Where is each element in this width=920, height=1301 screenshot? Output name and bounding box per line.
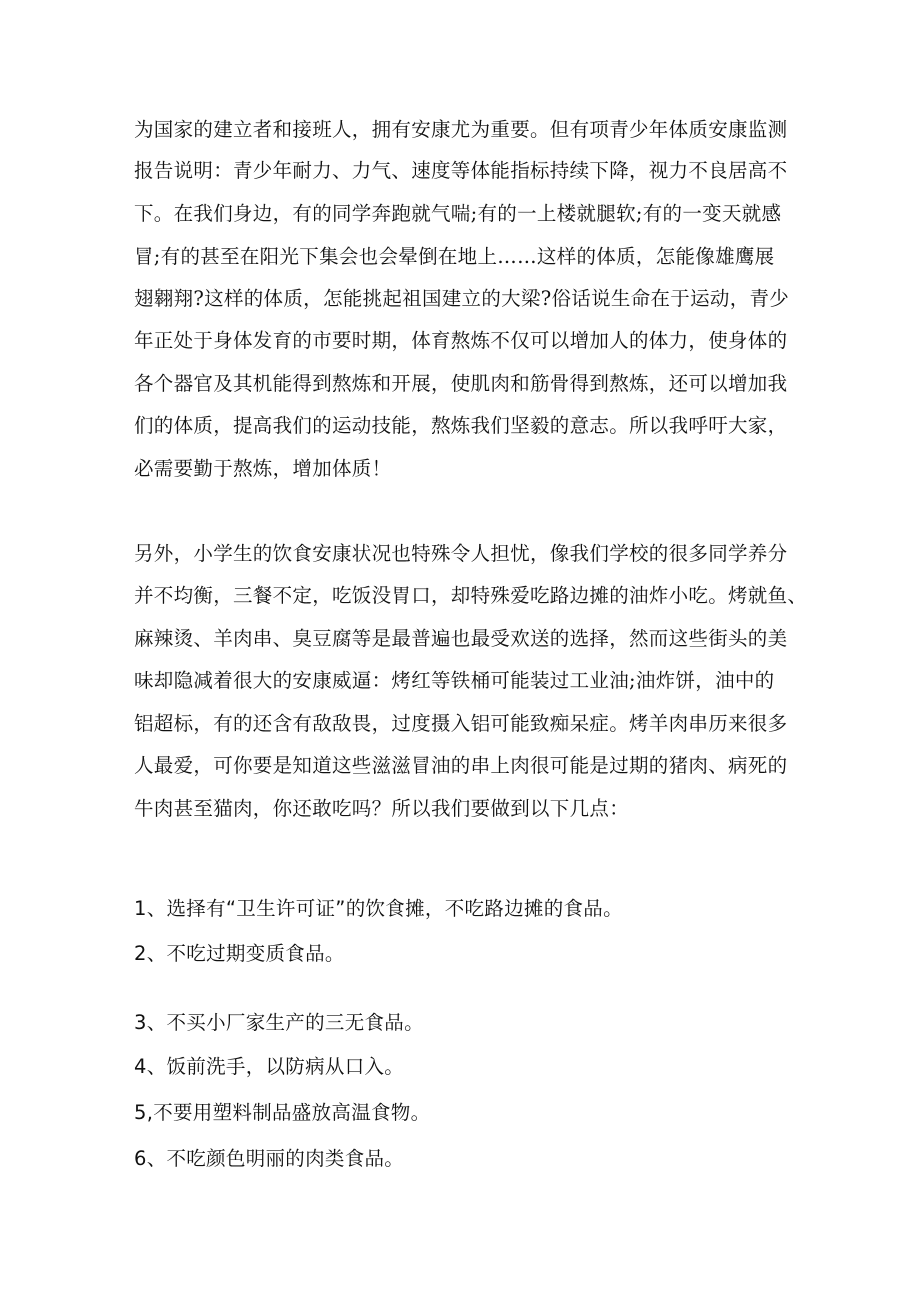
paragraph-1-line-7: 各个器官及其机能得到熬炼和开展，使肌肉和筋骨得到熬炼，还可以增加我 <box>134 372 788 395</box>
paragraph-2-line-4: 味却隐减着很大的安康威逼：烤红等铁桶可能装过工业油;油炸饼，油中的 <box>134 669 775 692</box>
paragraph-2-line-1: 另外，小学生的饮食安康状况也特殊令人担忧，像我们学校的很多同学养分 <box>134 542 788 565</box>
paragraph-1-line-4: 冒;有的甚至在阳光下集会也会晕倒在地上……这样的体质，怎能像雄鹰展 <box>134 245 775 268</box>
paragraph-1-line-2: 报告说明：青少年耐力、力气、速度等体能指标持续下降，视力不良居高不 <box>134 159 788 182</box>
paragraph-1-line-3: 下。在我们身边，有的同学奔跑就气喘;有的一上楼就腿软;有的一变天就感 <box>134 202 782 225</box>
paragraph-1-line-5: 翅翱翔?这样的体质，怎能挑起祖国建立的大梁?俗话说生命在于运动，青少 <box>134 287 790 310</box>
list-item-2: 2、不吃过期变质食品。 <box>134 942 345 965</box>
paragraph-2-line-6: 人最爱，可你要是知道这些滋滋冒油的串上肉很可能是过期的猪肉、病死的 <box>134 754 788 777</box>
paragraph-1-line-8: 们的体质，提高我们的运动技能，熬炼我们坚毅的意志。所以我呼吁大家， <box>134 414 788 437</box>
list-item-1: 1、选择有“卫生许可证”的饮食摊，不吃路边摊的食品。 <box>134 897 623 920</box>
paragraph-1-line-9: 必需要勤于熬炼，增加体质！ <box>134 457 392 480</box>
paragraph-2-line-3: 麻辣烫、羊肉串、臭豆腐等是最普遍也最受欢送的选择，然而这些街头的美 <box>134 627 788 650</box>
paragraph-2-line-5: 铝超标，有的还含有敌敌畏，过度摄入铝可能致痴呆症。烤羊肉串历来很多 <box>134 712 788 735</box>
list-item-5: 5,不要用塑料制品盛放高温食物。 <box>134 1101 431 1124</box>
paragraph-1-line-6: 年正处于身体发育的市要时期，体育熬炼不仅可以增加人的体力，使身体的 <box>134 329 788 352</box>
list-item-4: 4、饭前洗手，以防病从口入。 <box>134 1055 405 1078</box>
list-item-6: 6、不吃颜色明丽的肉类食品。 <box>134 1147 405 1170</box>
list-item-3: 3、不买小厂家生产的三无食品。 <box>134 1011 424 1034</box>
paragraph-1-line-1: 为国家的建立者和接班人，拥有安康尤为重要。但有项青少年体质安康监测 <box>134 118 788 141</box>
paragraph-2-line-2: 并不均衡，三餐不定，吃饭没胃口，却特殊爱吃路边摊的油炸小吃。烤就鱼、 <box>134 584 808 607</box>
paragraph-2-line-7: 牛肉甚至猫肉，你还敢吃吗？所以我们要做到以下几点： <box>134 797 630 820</box>
